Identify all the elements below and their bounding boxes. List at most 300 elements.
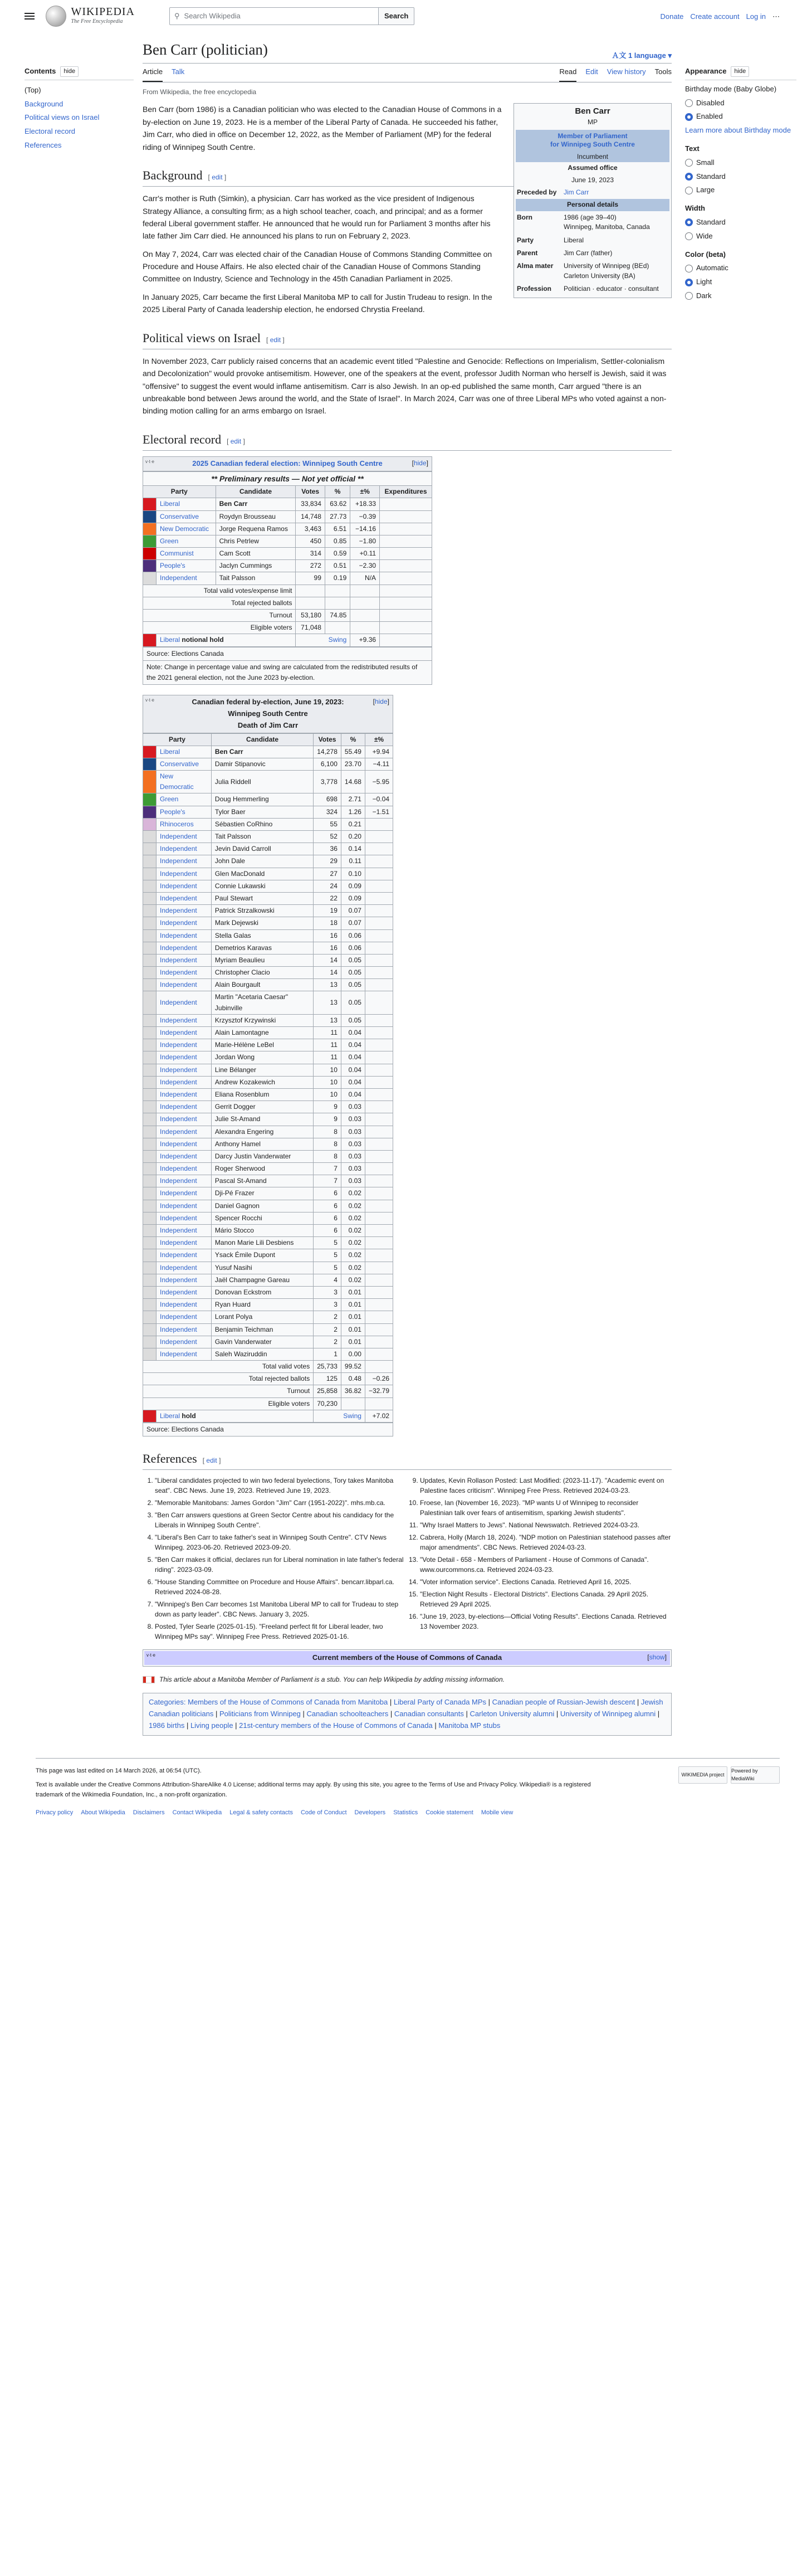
toc-item[interactable] bbox=[25, 112, 134, 124]
election-2023-hold bbox=[157, 1410, 314, 1422]
hold-text: hold bbox=[182, 1411, 196, 1420]
votes-cell: 13 bbox=[314, 991, 341, 1014]
tools-menu[interactable]: Tools bbox=[654, 67, 672, 76]
party-cell bbox=[157, 1274, 212, 1286]
party-link[interactable]: Independent bbox=[160, 894, 197, 902]
footer-link[interactable]: Disclaimers bbox=[133, 1809, 165, 1816]
col-candidate: Candidate bbox=[211, 733, 313, 746]
election-2025-title[interactable]: 2025 Canadian federal election: Winnipeg South Centre bbox=[192, 459, 383, 468]
swing-link[interactable]: Swing bbox=[343, 1411, 361, 1420]
party-cell bbox=[157, 917, 212, 929]
footer-link[interactable]: Legal & safety contacts bbox=[229, 1809, 293, 1816]
party-cell bbox=[157, 793, 212, 806]
radio-icon bbox=[685, 232, 693, 240]
party-link[interactable]: New Democratic bbox=[160, 772, 194, 791]
candidate-row bbox=[143, 523, 432, 535]
width-standard-option[interactable] bbox=[685, 217, 796, 228]
party-color-swatch bbox=[143, 1336, 157, 1348]
search-input[interactable] bbox=[169, 7, 379, 25]
vte-links[interactable]: v·t·e bbox=[146, 1653, 155, 1658]
votes-cell: 8 bbox=[314, 1126, 341, 1138]
party-link[interactable]: Independent bbox=[160, 1127, 197, 1136]
party-cell bbox=[157, 1113, 212, 1126]
israel-heading: Political views on Israel bbox=[143, 330, 261, 345]
infobox-office-for[interactable]: for Winnipeg South Centre bbox=[550, 140, 635, 149]
toc-item[interactable] bbox=[25, 99, 134, 110]
party-link[interactable]: Independent bbox=[160, 857, 197, 865]
election-2023-swing-value: +7.02 bbox=[365, 1410, 393, 1422]
change-cell bbox=[365, 1262, 393, 1274]
vte-links[interactable]: v·t·e bbox=[145, 459, 154, 464]
candidate-row bbox=[143, 1126, 393, 1138]
party-cell bbox=[157, 1225, 212, 1237]
votes-cell: 27 bbox=[314, 868, 341, 880]
candidate-row bbox=[143, 1014, 393, 1026]
category-link[interactable]: Canadian consultants bbox=[394, 1710, 464, 1718]
party-color-swatch bbox=[143, 1187, 157, 1200]
party-link[interactable]: Liberal bbox=[160, 500, 180, 508]
party-link[interactable]: Independent bbox=[160, 1301, 197, 1309]
candidate-row bbox=[143, 548, 432, 560]
candidate-cell: Chris Petrlew bbox=[216, 535, 296, 547]
toc-link[interactable]: References bbox=[25, 140, 62, 149]
wikimedia-badge[interactable]: WIKIMEDIA project bbox=[678, 1766, 727, 1784]
color-automatic-option[interactable] bbox=[685, 262, 796, 274]
infobox-key: Profession bbox=[517, 285, 552, 293]
votes-cell: 19 bbox=[314, 905, 341, 917]
categories-label[interactable]: Categories: bbox=[149, 1698, 186, 1707]
party-link[interactable]: Independent bbox=[160, 1350, 197, 1358]
category-link[interactable]: 21st-century members of the House of Commons of Canada bbox=[239, 1721, 433, 1730]
empty-cell bbox=[380, 585, 432, 597]
party-link[interactable]: Independent bbox=[160, 1288, 197, 1296]
party-link[interactable]: Communist bbox=[160, 549, 194, 558]
party-color-swatch bbox=[143, 1286, 157, 1298]
tab-edit[interactable]: Edit bbox=[585, 67, 598, 76]
election-2025-hold-row bbox=[143, 634, 432, 646]
party-link[interactable]: Independent bbox=[160, 1337, 197, 1346]
change-cell: −4.11 bbox=[365, 758, 393, 770]
party-link[interactable]: Independent bbox=[160, 1313, 197, 1321]
party-link[interactable]: Independent bbox=[160, 574, 197, 582]
category-link[interactable]: Members of the House of Commons of Canada from Manitoba bbox=[188, 1698, 388, 1707]
party-link[interactable]: Independent bbox=[160, 1201, 197, 1210]
votes-cell: 99 bbox=[296, 572, 325, 585]
party-link[interactable]: Independent bbox=[160, 1090, 197, 1098]
candidate-row bbox=[143, 1348, 393, 1360]
candidate-cell: Darcy Justin Vanderwater bbox=[211, 1150, 313, 1162]
percent-cell: 0.02 bbox=[341, 1187, 365, 1200]
party-cell bbox=[157, 942, 212, 954]
percent-cell: 0.20 bbox=[341, 831, 365, 843]
change-cell: N/A bbox=[350, 572, 380, 585]
candidate-row bbox=[143, 572, 432, 585]
party-link[interactable]: Independent bbox=[160, 1226, 197, 1235]
election-2025-swing-label bbox=[296, 634, 350, 646]
votes-cell: 324 bbox=[314, 806, 341, 818]
candidate-row bbox=[143, 1064, 393, 1076]
toc-link[interactable]: Background bbox=[25, 99, 63, 108]
party-link[interactable]: Conservative bbox=[160, 512, 199, 520]
search-button[interactable]: Search bbox=[379, 7, 414, 25]
votes-cell: 6 bbox=[314, 1212, 341, 1224]
candidate-cell: Krzysztof Krzywinski bbox=[211, 1014, 313, 1026]
party-link[interactable]: Independent bbox=[160, 1029, 197, 1037]
reference-item bbox=[420, 1589, 672, 1609]
party-color-swatch bbox=[143, 1064, 157, 1076]
party-link[interactable]: Independent bbox=[160, 907, 197, 915]
party-link[interactable]: Independent bbox=[160, 968, 197, 977]
percent-cell: 0.07 bbox=[341, 905, 365, 917]
election-2025-hold bbox=[157, 634, 296, 646]
candidate-cell: Julie St-Amand bbox=[211, 1113, 313, 1126]
birthday-enabled-option[interactable] bbox=[685, 111, 796, 123]
infobox-assumed-date: June 19, 2023 bbox=[571, 176, 614, 184]
party-color-swatch bbox=[143, 758, 157, 770]
election-2025-hide-link[interactable]: hide bbox=[413, 459, 427, 467]
party-link[interactable]: Independent bbox=[160, 1041, 197, 1049]
toc-item[interactable] bbox=[25, 85, 134, 96]
main-menu-icon[interactable] bbox=[25, 9, 38, 23]
party-link[interactable]: Independent bbox=[160, 1263, 197, 1272]
category-link[interactable]: 1986 births bbox=[149, 1721, 185, 1730]
footer-link[interactable]: Privacy policy bbox=[36, 1809, 74, 1816]
party-color-swatch bbox=[143, 1051, 157, 1064]
site-header bbox=[0, 0, 802, 32]
party-link[interactable]: Rhinoceros bbox=[160, 820, 194, 828]
category-link[interactable]: Liberal Party of Canada MPs bbox=[393, 1698, 487, 1707]
electoral-heading: Electoral record bbox=[143, 432, 222, 446]
party-cell bbox=[157, 1051, 212, 1064]
totals-row bbox=[143, 1385, 393, 1397]
votes-cell: 5 bbox=[314, 1262, 341, 1274]
footer-link[interactable]: Contact Wikipedia bbox=[172, 1809, 222, 1816]
votes-cell: 11 bbox=[314, 1039, 341, 1051]
candidate-cell: Alexandra Engering bbox=[211, 1126, 313, 1138]
party-link[interactable]: Independent bbox=[160, 1165, 197, 1173]
totals-row bbox=[143, 1373, 393, 1385]
create-account-link[interactable]: Create account bbox=[690, 12, 740, 21]
party-link[interactable]: Liberal bbox=[160, 747, 180, 756]
footer-link[interactable]: Statistics bbox=[393, 1809, 418, 1816]
background-edit-link[interactable]: edit bbox=[212, 173, 223, 181]
percent-cell: 14.68 bbox=[341, 771, 365, 793]
party-link[interactable]: Independent bbox=[160, 1140, 197, 1148]
party-link[interactable]: Independent bbox=[160, 919, 197, 927]
party-link[interactable]: Independent bbox=[160, 943, 197, 952]
search-icon: ⚲ bbox=[174, 11, 180, 20]
toc-item[interactable] bbox=[25, 140, 134, 152]
candidate-row bbox=[143, 1323, 393, 1336]
totals-percent: 36.82 bbox=[341, 1385, 365, 1397]
candidate-cell: Glen MacDonald bbox=[211, 868, 313, 880]
col-party: Party bbox=[143, 733, 212, 746]
party-color-swatch bbox=[143, 523, 157, 535]
candidate-cell: Marie-Hélène LeBel bbox=[211, 1039, 313, 1051]
category-link[interactable]: Jewish Canadian politicians bbox=[149, 1698, 663, 1718]
party-link[interactable]: Independent bbox=[160, 1239, 197, 1247]
totals-percent bbox=[325, 585, 350, 597]
birthday-mode-label: Birthday mode (Baby Globe) bbox=[685, 84, 777, 93]
reference-item bbox=[155, 1555, 407, 1575]
votes-cell: 24 bbox=[314, 880, 341, 892]
category-link[interactable]: Canadian people of Russian-Jewish descent bbox=[492, 1698, 635, 1707]
candidate-row bbox=[143, 758, 393, 770]
party-cell bbox=[157, 758, 212, 770]
change-cell bbox=[365, 1088, 393, 1100]
party-link[interactable]: New Democratic bbox=[160, 524, 209, 533]
wordmark: WIKIPEDIA bbox=[71, 6, 135, 18]
party-color-swatch bbox=[143, 1163, 157, 1175]
navbox-house-of-commons bbox=[143, 1649, 672, 1667]
footer-link[interactable]: Mobile view bbox=[481, 1809, 514, 1816]
category-link[interactable]: Politicians from Winnipeg bbox=[219, 1710, 301, 1718]
article-body bbox=[143, 103, 672, 1735]
change-cell bbox=[365, 1163, 393, 1175]
infobox-personal-header: Personal details bbox=[516, 199, 669, 211]
change-cell: −2.30 bbox=[350, 560, 380, 572]
party-cell bbox=[157, 954, 212, 966]
party-color-swatch bbox=[143, 880, 157, 892]
candidate-row bbox=[143, 1225, 393, 1237]
percent-cell: 0.85 bbox=[325, 535, 350, 547]
reference-text: Cabrera, Holly (March 18, 2024). "NDP motion on Palestinian statehood passes after major amendments". CBC News. Retrieved 2024-03-23. bbox=[420, 1533, 671, 1552]
party-color-swatch bbox=[143, 905, 157, 917]
party-link[interactable]: Green bbox=[160, 795, 179, 804]
election-2023-hide-link[interactable]: hide bbox=[374, 698, 388, 706]
party-link[interactable]: Independent bbox=[160, 1251, 197, 1259]
footer-link[interactable]: About Wikipedia bbox=[81, 1809, 125, 1816]
party-link[interactable]: Independent bbox=[160, 1214, 197, 1222]
hold-party-link[interactable]: Liberal bbox=[160, 636, 180, 644]
candidate-row bbox=[143, 1163, 393, 1175]
election-2025-table bbox=[143, 471, 432, 647]
category-link[interactable]: Living people bbox=[190, 1721, 233, 1730]
totals-label: Eligible voters bbox=[143, 622, 296, 634]
candidate-row bbox=[143, 560, 432, 572]
candidate-row bbox=[143, 942, 393, 954]
section-references bbox=[143, 1449, 672, 1470]
candidate-cell: Jorge Requena Ramos bbox=[216, 523, 296, 535]
footer-link[interactable]: Developers bbox=[354, 1809, 386, 1816]
election-2025-hide[interactable]: [hide] bbox=[412, 459, 428, 467]
navbox-show[interactable]: [show] bbox=[647, 1653, 667, 1662]
party-link[interactable]: Independent bbox=[160, 832, 197, 841]
donate-link[interactable]: Donate bbox=[660, 12, 684, 21]
percent-cell: 0.19 bbox=[325, 572, 350, 585]
party-link[interactable]: Independent bbox=[160, 1065, 197, 1074]
party-link[interactable]: Independent bbox=[160, 1275, 197, 1284]
party-link[interactable]: Conservative bbox=[160, 759, 199, 768]
totals-votes: 125 bbox=[314, 1373, 341, 1385]
width-wide-option[interactable] bbox=[685, 231, 796, 242]
party-link[interactable]: Independent bbox=[160, 1016, 197, 1024]
reference-text: "Memorable Manitobans: James Gordon "Jim" Carr (1951-2022)". mhs.mb.ca. bbox=[155, 1499, 385, 1507]
more-options-icon[interactable]: ⋯ bbox=[772, 12, 780, 21]
party-color-swatch bbox=[143, 1175, 157, 1187]
text-large-option[interactable] bbox=[685, 184, 796, 196]
wikipedia-logo[interactable] bbox=[46, 6, 135, 27]
percent-cell: 0.01 bbox=[341, 1299, 365, 1311]
reference-item bbox=[155, 1532, 407, 1552]
percent-cell: 23.70 bbox=[341, 758, 365, 770]
reference-text: "Voter information service". Elections Canada. Retrieved April 16, 2025. bbox=[420, 1578, 632, 1586]
infobox-preceded-link[interactable]: Jim Carr bbox=[564, 188, 589, 197]
tab-talk[interactable]: Talk bbox=[172, 67, 185, 76]
language-button[interactable]: Ａ文 1 language ▾ bbox=[612, 51, 672, 60]
toc-item[interactable] bbox=[25, 126, 134, 138]
percent-cell: 0.05 bbox=[341, 979, 365, 991]
percent-cell: 0.02 bbox=[341, 1262, 365, 1274]
tab-history[interactable]: View history bbox=[607, 67, 646, 76]
candidate-row bbox=[143, 793, 393, 806]
election-2025-source: Source: Elections Canada bbox=[143, 647, 432, 661]
option-label: Automatic bbox=[696, 264, 728, 272]
tab-article[interactable]: Article bbox=[143, 66, 163, 82]
toc-link[interactable]: Political views on Israel bbox=[25, 113, 100, 122]
footer-link[interactable]: Cookie statement bbox=[426, 1809, 473, 1816]
navbox-show-link[interactable]: show bbox=[649, 1653, 665, 1662]
party-cell bbox=[157, 746, 212, 758]
footer-link[interactable]: Code of Conduct bbox=[300, 1809, 347, 1816]
party-link[interactable]: Independent bbox=[160, 999, 197, 1007]
toc-hide-button[interactable]: hide bbox=[60, 66, 79, 77]
change-cell bbox=[365, 880, 393, 892]
change-cell bbox=[365, 1212, 393, 1224]
israel-edit: [ edit ] bbox=[266, 335, 285, 344]
infobox-assumed-label: Assumed office bbox=[568, 164, 618, 172]
reference-text: "Ben Carr answers questions at Green Sector Centre about his candidacy for the Liberals in Winnipeg South Centre". bbox=[155, 1511, 394, 1530]
option-label: Large bbox=[696, 186, 715, 194]
candidate-cell: Myriam Beaulieu bbox=[211, 954, 313, 966]
party-link[interactable]: Independent bbox=[160, 981, 197, 989]
change-cell bbox=[365, 979, 393, 991]
party-cell bbox=[157, 572, 216, 585]
tab-read[interactable]: Read bbox=[559, 66, 576, 82]
category-link[interactable]: Carleton University alumni bbox=[470, 1710, 555, 1718]
party-cell bbox=[157, 979, 212, 991]
color-dark-option[interactable] bbox=[685, 290, 796, 302]
party-link[interactable]: Independent bbox=[160, 1189, 197, 1197]
category-link[interactable]: University of Winnipeg alumni bbox=[560, 1710, 656, 1718]
birthday-disabled-option[interactable] bbox=[685, 98, 796, 109]
change-cell bbox=[365, 818, 393, 830]
party-link[interactable]: Green bbox=[160, 537, 179, 545]
hold-party-link[interactable]: Liberal bbox=[160, 1411, 180, 1420]
party-link[interactable]: Independent bbox=[160, 1103, 197, 1111]
candidate-row bbox=[143, 1299, 393, 1311]
party-link[interactable]: Independent bbox=[160, 869, 197, 878]
party-link[interactable]: Independent bbox=[160, 882, 197, 890]
references-edit-link[interactable]: edit bbox=[206, 1457, 217, 1465]
totals-change bbox=[350, 610, 380, 622]
infobox-office-link[interactable]: Member of Parliament bbox=[558, 132, 628, 140]
category-link[interactable]: Manitoba MP stubs bbox=[438, 1721, 501, 1730]
infobox bbox=[514, 103, 672, 298]
election-2025-rows bbox=[143, 498, 432, 585]
appearance-hide-button[interactable]: hide bbox=[731, 66, 749, 77]
swing-link[interactable]: Swing bbox=[328, 636, 347, 644]
option-label: Light bbox=[696, 277, 712, 286]
party-cell bbox=[157, 1163, 212, 1175]
reference-item bbox=[420, 1520, 672, 1530]
login-link[interactable]: Log in bbox=[746, 12, 766, 21]
candidate-row bbox=[143, 1311, 393, 1323]
toc-link[interactable]: Electoral record bbox=[25, 127, 76, 136]
col-expenditures: Expenditures bbox=[380, 486, 432, 498]
change-cell bbox=[365, 1150, 393, 1162]
percent-cell: 0.03 bbox=[341, 1138, 365, 1150]
candidate-cell: Spencer Rocchi bbox=[211, 1212, 313, 1224]
infobox-key: Born bbox=[517, 213, 532, 221]
party-link[interactable]: Independent bbox=[160, 1177, 197, 1185]
candidate-row bbox=[143, 1262, 393, 1274]
candidate-row bbox=[143, 1274, 393, 1286]
expenditure-cell bbox=[380, 510, 432, 523]
percent-cell: 0.04 bbox=[341, 1088, 365, 1100]
party-link[interactable]: People's bbox=[160, 562, 185, 570]
party-link[interactable]: Independent bbox=[160, 1115, 197, 1123]
party-link[interactable]: Independent bbox=[160, 1053, 197, 1061]
toc-link[interactable]: (Top) bbox=[25, 85, 41, 94]
change-cell bbox=[365, 892, 393, 904]
mediawiki-badge[interactable]: Powered by MediaWiki bbox=[731, 1766, 780, 1784]
color-light-option[interactable] bbox=[685, 276, 796, 288]
party-link[interactable]: Independent bbox=[160, 845, 197, 853]
party-link[interactable]: Independent bbox=[160, 931, 197, 939]
candidate-cell: Tylor Baer bbox=[211, 806, 313, 818]
party-color-swatch bbox=[143, 1039, 157, 1051]
candidate-cell: Ben Carr bbox=[211, 746, 313, 758]
party-link[interactable]: Independent bbox=[160, 1078, 197, 1086]
percent-cell: 0.59 bbox=[325, 548, 350, 560]
totals-votes: 25,858 bbox=[314, 1385, 341, 1397]
vte-links[interactable]: v·t·e bbox=[145, 698, 154, 703]
category-link[interactable]: Canadian schoolteachers bbox=[306, 1710, 389, 1718]
votes-cell: 14,278 bbox=[314, 746, 341, 758]
electoral-edit-link[interactable]: edit bbox=[230, 437, 242, 445]
text-small-option[interactable] bbox=[685, 157, 796, 169]
election-2023-swing-label bbox=[314, 1410, 365, 1422]
party-link[interactable]: Independent bbox=[160, 1152, 197, 1160]
change-cell bbox=[365, 1051, 393, 1064]
totals-label: Total valid votes bbox=[143, 1361, 314, 1373]
party-cell bbox=[157, 535, 216, 547]
election-2023-hide[interactable]: [hide] bbox=[373, 698, 389, 706]
candidate-row bbox=[143, 1138, 393, 1150]
party-link[interactable]: Independent bbox=[160, 956, 197, 964]
candidate-cell: Roger Sherwood bbox=[211, 1163, 313, 1175]
party-cell bbox=[157, 1138, 212, 1150]
election-2025-header bbox=[143, 486, 432, 498]
party-cell bbox=[157, 523, 216, 535]
israel-edit-link[interactable]: edit bbox=[270, 335, 281, 344]
birthday-learn-more[interactable]: Learn more about Birthday mode bbox=[685, 126, 791, 135]
col-percent: % bbox=[325, 486, 350, 498]
text-standard-option[interactable] bbox=[685, 171, 796, 183]
totals-percent bbox=[325, 622, 350, 634]
party-cell bbox=[157, 831, 212, 843]
votes-cell: 6 bbox=[314, 1225, 341, 1237]
percent-cell: 0.02 bbox=[341, 1274, 365, 1286]
totals-label: Turnout bbox=[143, 1385, 314, 1397]
party-link[interactable]: Independent bbox=[160, 1325, 197, 1333]
page-title-text: Ben Carr (politician) bbox=[143, 41, 268, 58]
party-link[interactable]: People's bbox=[160, 807, 185, 816]
toc-title: Contents bbox=[25, 67, 56, 75]
reference-item bbox=[420, 1577, 672, 1587]
candidate-cell: Ben Carr bbox=[216, 498, 296, 510]
